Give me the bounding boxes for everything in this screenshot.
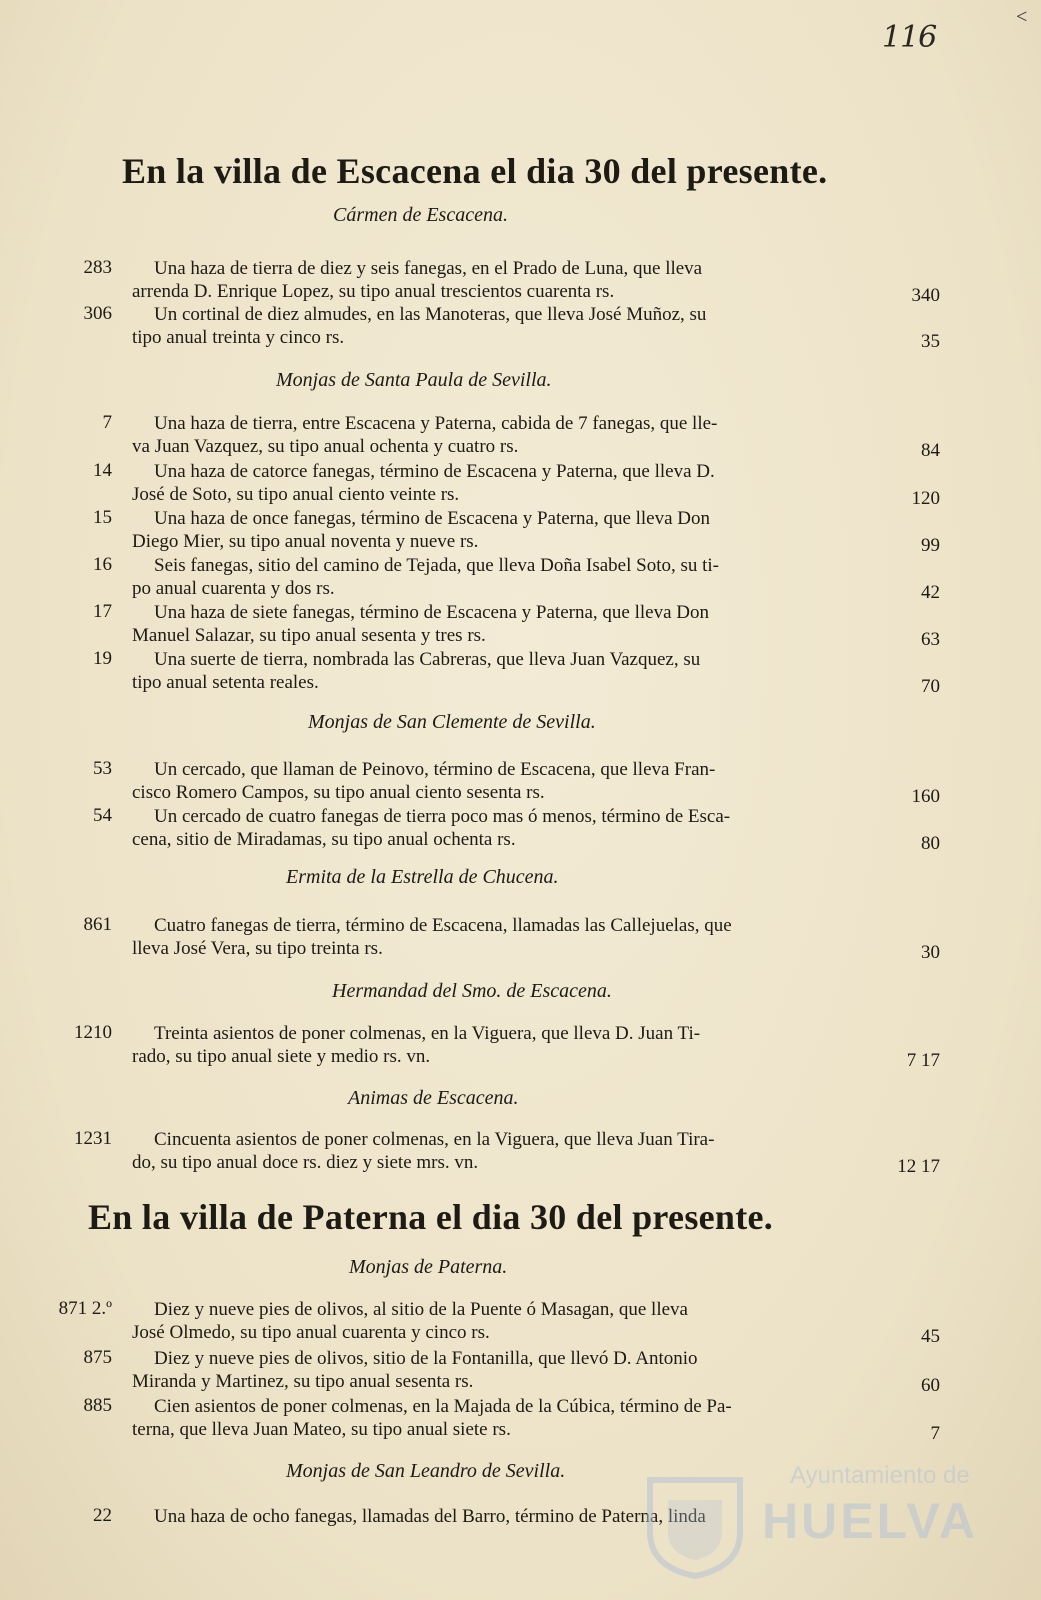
entry-number: 885: [83, 1395, 112, 1416]
entry-number: 14: [93, 460, 112, 481]
entry-861: [0, 914, 1041, 963]
entry-number: 53: [93, 758, 112, 779]
entry-1210: [0, 1022, 1041, 1071]
entry-amount: 12 17: [897, 1156, 940, 1177]
entry-amount: 35: [921, 331, 940, 352]
section-ermita-estrella: Ermita de la Estrella de Chucena.: [286, 866, 559, 888]
entry-text: Una haza de tierra de diez y seis fanegas, en el Prado de Luna, que lleva arrenda D. Enrique Lopez, su tipo anual trescientos cuarenta rs.: [132, 258, 703, 302]
entry-53: [0, 758, 1041, 807]
entry-number: 54: [93, 805, 112, 826]
entry-amount: 30: [921, 942, 940, 963]
entry-19: [0, 648, 1041, 697]
entry-number: 861: [83, 914, 112, 935]
entry-306: [0, 303, 1041, 352]
entry-number: 16: [93, 554, 112, 575]
entry-amount: 84: [921, 440, 940, 461]
section-carmen-escacena: Cármen de Escacena.: [333, 204, 508, 226]
entry-text: Diez y nueve pies de olivos, al sitio de la Puente ó Masagan, que lleva José Olmedo, su tipo anual cuarenta y cinco rs.: [132, 1299, 688, 1343]
entry-15: [0, 507, 1041, 556]
entry-text: Una haza de siete fanegas, término de Escacena y Paterna, que lleva Don Manuel Salazar, su tipo anual sesenta y tres rs.: [132, 602, 709, 646]
entry-amount: 80: [921, 833, 940, 854]
entry-number: 22: [93, 1505, 112, 1526]
entry-text: Cien asientos de poner colmenas, en la Majada de la Cúbica, término de Pa- terna, que lleva Juan Mateo, su tipo anual siete rs.: [132, 1396, 732, 1440]
entry-amount: 7 17: [906, 1050, 940, 1071]
entry-text: Cincuenta asientos de poner colmenas, en la Viguera, que lleva Juan Tira- do, su tipo anual doce rs. diez y siete mrs. vn.: [132, 1129, 715, 1173]
watermark: [640, 1462, 979, 1582]
entry-amount: 60: [921, 1375, 940, 1396]
section-san-clemente: Monjas de San Clemente de Sevilla.: [308, 711, 596, 733]
entry-amount: 42: [921, 582, 940, 603]
section-san-leandro: Monjas de San Leandro de Sevilla.: [286, 1460, 566, 1482]
entry-amount: 120: [911, 488, 940, 509]
entry-7: [0, 412, 1041, 461]
entry-number: 15: [93, 507, 112, 528]
entry-54: [0, 805, 1041, 854]
watermark-top-text: Ayuntamiento de: [790, 1462, 970, 1489]
heading-escacena: En la villa de Escacena el dia 30 del presente.: [122, 151, 828, 191]
entry-text: Un cercado de cuatro fanegas de tierra poco mas ó menos, término de Esca- cena, sitio de Miradamas, su tipo anual ochenta rs.: [132, 806, 731, 850]
entry-283: [0, 257, 1041, 306]
folio-number: 116: [882, 20, 937, 55]
entry-amount: 70: [921, 676, 940, 697]
entry-text: Una haza de tierra, entre Escacena y Paterna, cabida de 7 fanegas, que lle- va Juan Vazquez, su tipo anual ochenta y cuatro rs.: [132, 413, 718, 457]
entry-885: [0, 1395, 1041, 1444]
entry-number: 1231: [74, 1128, 112, 1149]
entry-number: 306: [83, 303, 112, 324]
entry-number: 17: [93, 601, 112, 622]
entry-text: Un cortinal de diez almudes, en las Manoteras, que lleva José Muñoz, su tipo anual treinta y cinco rs.: [132, 304, 707, 348]
entry-amount: 99: [921, 535, 940, 556]
section-monjas-paterna: Monjas de Paterna.: [349, 1256, 508, 1278]
entry-number: 19: [93, 648, 112, 669]
section-santa-paula: Monjas de Santa Paula de Sevilla.: [276, 369, 552, 391]
entry-amount: 7: [930, 1423, 940, 1444]
entry-875: [0, 1347, 1041, 1396]
entry-text: Un cercado, que llaman de Peinovo, término de Escacena, que lleva Fran- cisco Romero Campos, su tipo anual ciento sesenta rs.: [132, 759, 716, 803]
entry-number: 283: [83, 257, 112, 278]
entry-17: [0, 601, 1041, 650]
entry-16: [0, 554, 1041, 603]
entry-text: Una haza de once fanegas, término de Escacena y Paterna, que lleva Don Diego Mier, su tipo anual noventa y nueve rs.: [132, 508, 711, 552]
entry-text: Cuatro fanegas de tierra, término de Escacena, llamadas las Callejuelas, que lleva José Vera, su tipo treinta rs.: [132, 915, 732, 959]
entry-text: Seis fanegas, sitio del camino de Tejada, que lleva Doña Isabel Soto, su ti- po anual cuarenta y dos rs.: [132, 555, 720, 599]
corner-mark: <: [1016, 6, 1028, 28]
heading-paterna: En la villa de Paterna el dia 30 del presente.: [88, 1197, 774, 1237]
entry-text: Treinta asientos de poner colmenas, en la Viguera, que lleva D. Juan Ti- rado, su tipo anual siete y medio rs. vn.: [132, 1023, 701, 1067]
entry-text: Una haza de catorce fanegas, término de Escacena y Paterna, que lleva D. José de Soto, su tipo anual ciento veinte rs.: [132, 461, 715, 505]
entry-text: Diez y nueve pies de olivos, sitio de la Fontanilla, que llevó D. Antonio Miranda y Martinez, su tipo anual sesenta rs.: [132, 1348, 698, 1392]
entry-amount: 340: [911, 285, 940, 306]
entry-871: [0, 1298, 1041, 1347]
entry-number: 7: [102, 412, 112, 433]
coat-of-arms-icon: [640, 1472, 750, 1580]
section-hermandad-smo: Hermandad del Smo. de Escacena.: [332, 980, 612, 1002]
entry-1231: [0, 1128, 1041, 1177]
entry-amount: 160: [911, 786, 940, 807]
entry-amount: 45: [921, 1326, 940, 1347]
entry-number: 871 2.º: [58, 1298, 112, 1319]
entry-text: Una suerte de tierra, nombrada las Cabreras, que lleva Juan Vazquez, su tipo anual setenta reales.: [132, 649, 701, 693]
watermark-main-text: HUELVA: [762, 1493, 979, 1549]
entry-number: 1210: [74, 1022, 112, 1043]
section-animas: Animas de Escacena.: [348, 1087, 519, 1109]
entry-14: [0, 460, 1041, 509]
entry-number: 875: [83, 1347, 112, 1368]
entry-text: Una haza de ocho fanegas, llamadas del Barro, término de Paterna, linda: [154, 1506, 706, 1527]
entry-amount: 63: [921, 629, 940, 650]
